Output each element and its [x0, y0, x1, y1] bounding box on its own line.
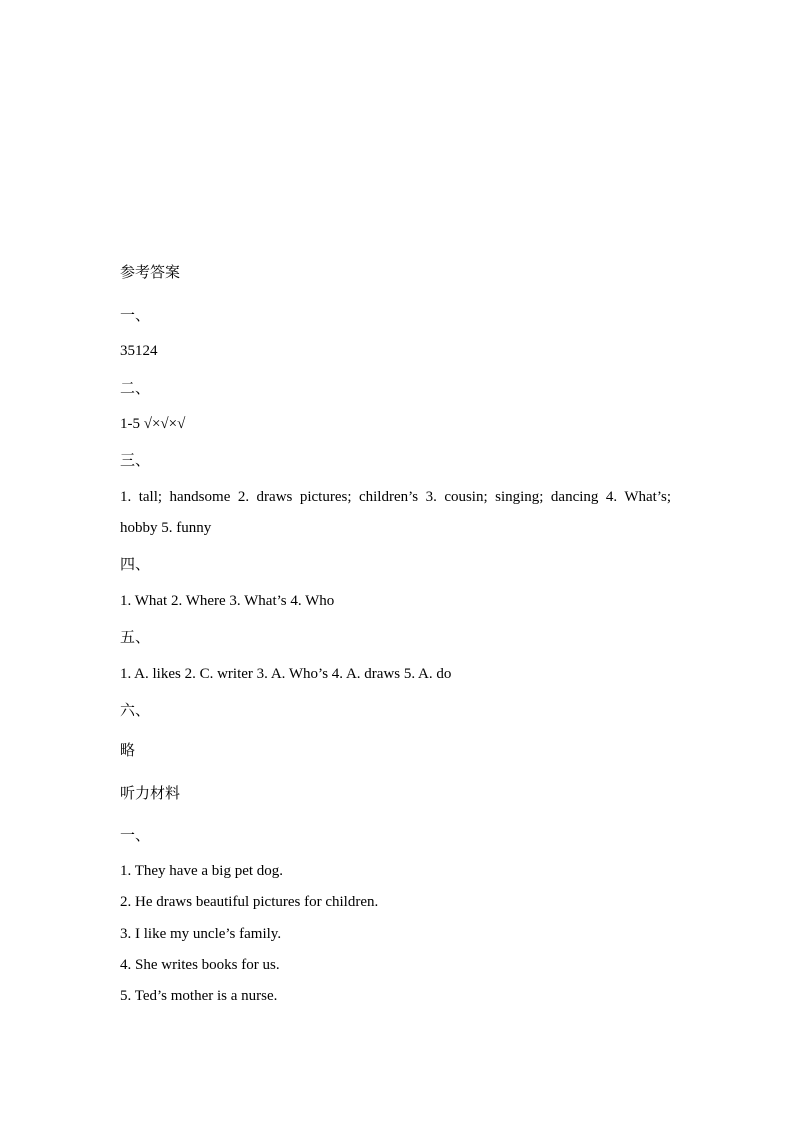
- section-4-answer: 1. What 2. Where 3. What’s 4. Who: [120, 593, 335, 609]
- listening-item: 4. She writes books for us.: [120, 957, 280, 973]
- listening-heading: 听力材料: [120, 784, 181, 802]
- listening-item: 2. He draws beautiful pictures for children.: [120, 894, 379, 910]
- section-4-label: 四、: [120, 555, 151, 573]
- section-3-answer-line1: 1. tall; handsome 2. draws pictures; children’s 3. cousin; singing; dancing 4. What’s;: [120, 489, 671, 505]
- section-2-answer: 1-5 √×√×√: [120, 416, 186, 432]
- listening-item: 5. Ted’s mother is a nurse.: [120, 988, 278, 1004]
- answers-heading: 参考答案: [120, 263, 181, 281]
- section-6-answer: 略: [120, 741, 136, 759]
- listening-item: 1. They have a big pet dog.: [120, 863, 284, 879]
- listening-item: 3. I like my uncle’s family.: [120, 926, 282, 942]
- section-5-answer: 1. A. likes 2. C. writer 3. A. Who’s 4. A. draws 5. A. do: [120, 666, 452, 682]
- section-3-answer-line2: hobby 5. funny: [120, 520, 212, 536]
- section-3-label: 三、: [120, 451, 151, 469]
- section-1-answer: 35124: [120, 343, 158, 359]
- section-1-label: 一、: [120, 306, 151, 324]
- section-6-label: 六、: [120, 701, 151, 719]
- listening-section-1-label: 一、: [120, 826, 151, 844]
- section-2-label: 二、: [120, 379, 151, 397]
- section-5-label: 五、: [120, 628, 151, 646]
